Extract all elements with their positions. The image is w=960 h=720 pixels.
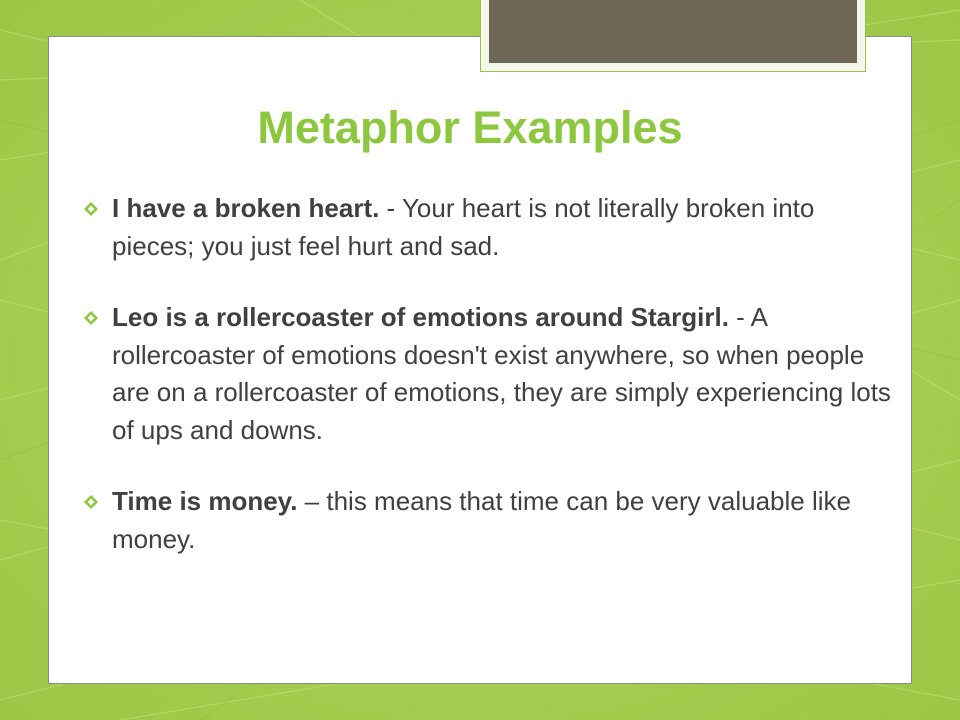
bullet-bold-text: I have a broken heart. (112, 193, 380, 223)
bullet-list (82, 190, 902, 558)
bullet-item (82, 299, 902, 449)
bullet-text: - Your heart is not literally broken into pieces; you just feel hurt and sad. (112, 193, 815, 261)
bullet-item (82, 190, 902, 265)
diamond-bullet-icon (84, 311, 98, 325)
slide-title: Metaphor Examples (257, 102, 683, 153)
diamond-bullet-icon (84, 495, 98, 509)
header-tab-fill (489, 0, 857, 63)
bullet-bold-text: Time is money. (112, 486, 298, 516)
diamond-bullet-icon (84, 202, 98, 216)
bullet-text: - A rollercoaster of emotions doesn't exist anywhere, so when people are on a rollercoaster of emotions, they are simply experiencing lots of ups and downs. (112, 302, 891, 445)
bullet-item (82, 483, 902, 558)
bullet-text: – this means that time can be very valuable like money. (112, 486, 851, 554)
bullet-bold-text: Leo is a rollercoaster of emotions around Stargirl. (112, 302, 729, 332)
